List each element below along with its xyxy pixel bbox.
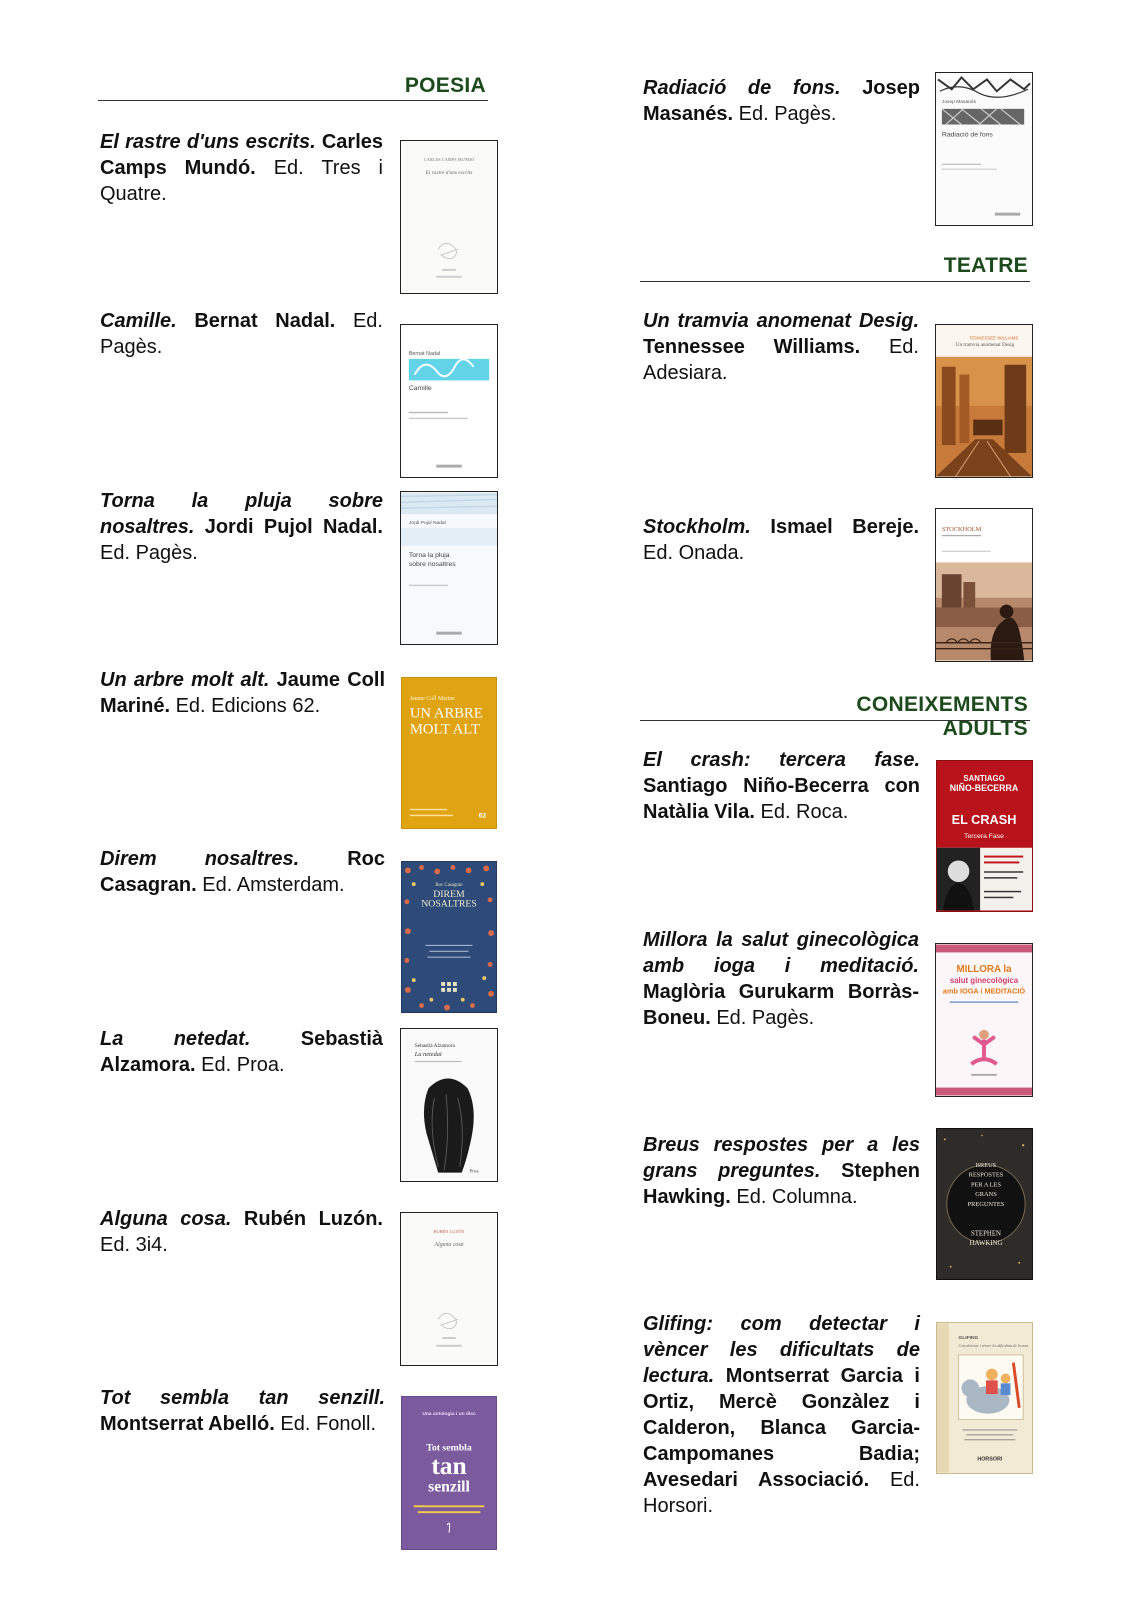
book-title: El rastre d'uns escrits. [100, 131, 316, 153]
book-title: Millora la salut ginecològica amb ioga i meditació. [643, 929, 919, 977]
book-publisher: Ed. Tres i Quatre. [100, 157, 383, 205]
book-title: El crash: tercera fase. [643, 749, 920, 771]
book-entry [100, 1206, 383, 1258]
book-title: Un tramvia anomenat Desig. [643, 310, 919, 332]
cover-author: CARLES CAMPS MUNDÓ [423, 157, 475, 163]
book-cover [935, 324, 1033, 478]
cover-title-line1: MILLORA la [956, 964, 1012, 975]
book-title: Breus respostes per a les grans preguntes. [643, 1134, 920, 1182]
book-title: Un arbre molt alt. [100, 669, 270, 691]
cover-title-line4: GRANS [975, 1191, 997, 1199]
book-cover [400, 1212, 498, 1366]
book-entry [643, 927, 919, 1031]
cover-title: El rastre d'uns escrits [425, 169, 473, 176]
book-publisher: Ed. Amsterdam. [202, 874, 345, 896]
book-author: Bernat Nadal. [194, 310, 336, 332]
book-author: Ismael Bereje. [770, 516, 920, 538]
cover-title-line3: PER A LES [970, 1181, 1001, 1189]
book-publisher: Ed. Onada. [643, 542, 745, 564]
book-author: Sebastià Alzamora. [100, 1028, 383, 1076]
cover-author: Roc Casagran [435, 883, 463, 889]
book-author: Santiago Niño-Becerra con Natàlia Vila. [643, 775, 920, 823]
cover-title: La netedat [414, 1051, 442, 1059]
book-cover [401, 861, 497, 1013]
cover-title-line2: RESPOSTES [968, 1171, 1004, 1179]
book-author: Josep Masanés. [643, 77, 920, 125]
cover-author-line2: HAWKING [969, 1240, 1003, 1248]
cover-author: Bernat Nadal [408, 350, 441, 357]
cover-title-line1: Tot sembla [426, 1442, 472, 1454]
cover-title-line2: tan [431, 1450, 467, 1480]
cover-subtitle: Tercera Fase [964, 832, 1004, 840]
book-entry [100, 667, 385, 719]
book-title: Camille. [100, 310, 177, 332]
book-entry [100, 488, 383, 566]
book-entry [100, 1385, 385, 1437]
book-publisher: Ed. Fonoll. [280, 1413, 377, 1435]
cover-title: GLIFING [958, 1336, 979, 1342]
book-cover [400, 1028, 498, 1182]
cover-title: Camille [408, 385, 432, 393]
cover-title-line3: amb IOGA i MEDITACIÓ [942, 986, 1026, 996]
cover-title-line1: Torna la pluja [408, 552, 450, 560]
cover-author: RUBÉN LUZÓN [433, 1229, 465, 1235]
book-cover [401, 1396, 497, 1550]
cover-title: Alguna cosa [434, 1241, 464, 1248]
svg-text:Proa: Proa [469, 1169, 479, 1175]
book-author: Tennessee Williams. [643, 336, 861, 358]
book-entry [100, 308, 383, 360]
book-title: Glifing: com detectar i vèncer les dificultats de lectura. [643, 1313, 920, 1387]
cover-title-line3: senzill [428, 1478, 470, 1496]
section-divider [98, 100, 488, 101]
book-publisher: Ed. Edicions 62. [175, 695, 321, 717]
cover-top-line: Una antologia i un disc [422, 1412, 476, 1418]
cover-author: TENNESSEE WILLIAMS [969, 335, 1019, 341]
cover-title-line2: salut ginecològica [949, 975, 1019, 985]
book-publisher: Ed. Horsori. [643, 1469, 920, 1517]
cover-author: Sebastià Alzamora [414, 1043, 455, 1050]
book-cover [935, 72, 1033, 226]
book-author: Jordi Pujol Nadal. [204, 516, 383, 538]
book-cover [936, 1322, 1033, 1474]
book-author: Rubén Luzón. [243, 1208, 383, 1230]
section-divider [640, 720, 1030, 721]
book-publisher: Ed. Adesiara. [643, 336, 919, 384]
cover-title-line2: NOSALTRES [421, 898, 477, 910]
book-author: Carles Camps Mundó. [100, 131, 383, 179]
book-entry [100, 129, 383, 207]
book-entry [643, 514, 919, 566]
book-title: Radiació de fons. [643, 77, 841, 99]
book-cover [936, 760, 1033, 912]
cover-title: Un tramvia anomenat Desig [955, 342, 1015, 349]
cover-title-line2: MOLT ALT [409, 721, 480, 738]
book-entry [643, 308, 919, 386]
cover-title-line1: BREUS [975, 1161, 997, 1169]
cover-author: Josep Masanés [941, 99, 977, 105]
book-publisher: Ed. Pagès. [100, 310, 383, 358]
book-publisher: Ed. Pagès. [716, 1007, 815, 1029]
cover-author-line1: SANTIAGO [963, 774, 1005, 784]
book-title: Alguna cosa. [100, 1208, 232, 1230]
book-cover [400, 140, 498, 294]
book-publisher: Ed. 3i4. [100, 1234, 168, 1256]
book-publisher: Ed. Pagès. [100, 542, 198, 564]
book-cover [935, 508, 1033, 662]
cover-title-line1: UN ARBRE [409, 705, 483, 722]
book-author: Roc Casagran. [100, 848, 385, 896]
book-title: Torna la pluja sobre nosaltres. [100, 490, 383, 538]
book-title: La netedat. [100, 1028, 251, 1050]
book-author: Stephen Hawking. [643, 1160, 920, 1208]
cover-author-line1: STEPHEN [970, 1230, 1001, 1238]
book-publisher: Ed. Pagès. [738, 103, 837, 125]
cover-title-line1: DIREM [433, 888, 465, 900]
cover-imprint: HORSORI [977, 1456, 1003, 1463]
book-author: Montserrat Garcia i Ortiz, Mercè Gonzàlez i Calderon, Blanca Garcia-Campomanes Badia; Avesedari Associació. [643, 1365, 920, 1491]
book-cover [400, 324, 498, 478]
cover-title: EL CRASH [951, 812, 1017, 828]
section-title-poesia: POESIA [404, 74, 486, 97]
book-cover [401, 677, 497, 829]
book-publisher: Ed. Columna. [736, 1186, 858, 1208]
cover-subtitle: Com detectar i vèncer les dificultats de lectura [958, 1344, 1029, 1349]
section-divider [640, 281, 1030, 282]
book-entry [643, 1132, 920, 1210]
cover-imprint: 62 [478, 812, 487, 820]
book-cover [935, 943, 1033, 1097]
book-cover [936, 1128, 1033, 1280]
book-entry [100, 846, 385, 898]
book-entry [643, 747, 920, 825]
cover-author-line2: NIÑO-BECERRA [949, 782, 1019, 793]
cover-title: Radiació de fons [941, 131, 993, 139]
section-title-coneixements-adults: CONEIXEMENTS ADULTS [856, 693, 1028, 740]
cover-author: Jordi Pujol Nadal [408, 520, 446, 526]
cover-title-line5: PREGUNTES [967, 1200, 1005, 1208]
book-author: Montserrat Abelló. [100, 1413, 275, 1435]
book-title: Stockholm. [643, 516, 751, 538]
book-author: Jaume Coll Mariné. [100, 669, 386, 717]
book-cover [400, 491, 498, 645]
section-title-teatre: TEATRE [943, 254, 1028, 277]
book-title: Tot sembla tan senzill. [100, 1387, 385, 1409]
book-entry [643, 75, 920, 127]
cover-title-line2: sobre nosaltres [408, 561, 456, 569]
book-publisher: Ed. Proa. [201, 1054, 285, 1076]
book-entry [643, 1311, 920, 1519]
book-entry [100, 1026, 383, 1078]
book-publisher: Ed. Roca. [760, 801, 849, 823]
book-title: Direm nosaltres. [100, 848, 300, 870]
book-author: Maglòria Gurukarm Borràs-Boneu. [643, 981, 919, 1029]
cover-title: STOCKHOLM [941, 526, 982, 534]
cover-author: Jaume Coll Mariné [409, 696, 455, 703]
